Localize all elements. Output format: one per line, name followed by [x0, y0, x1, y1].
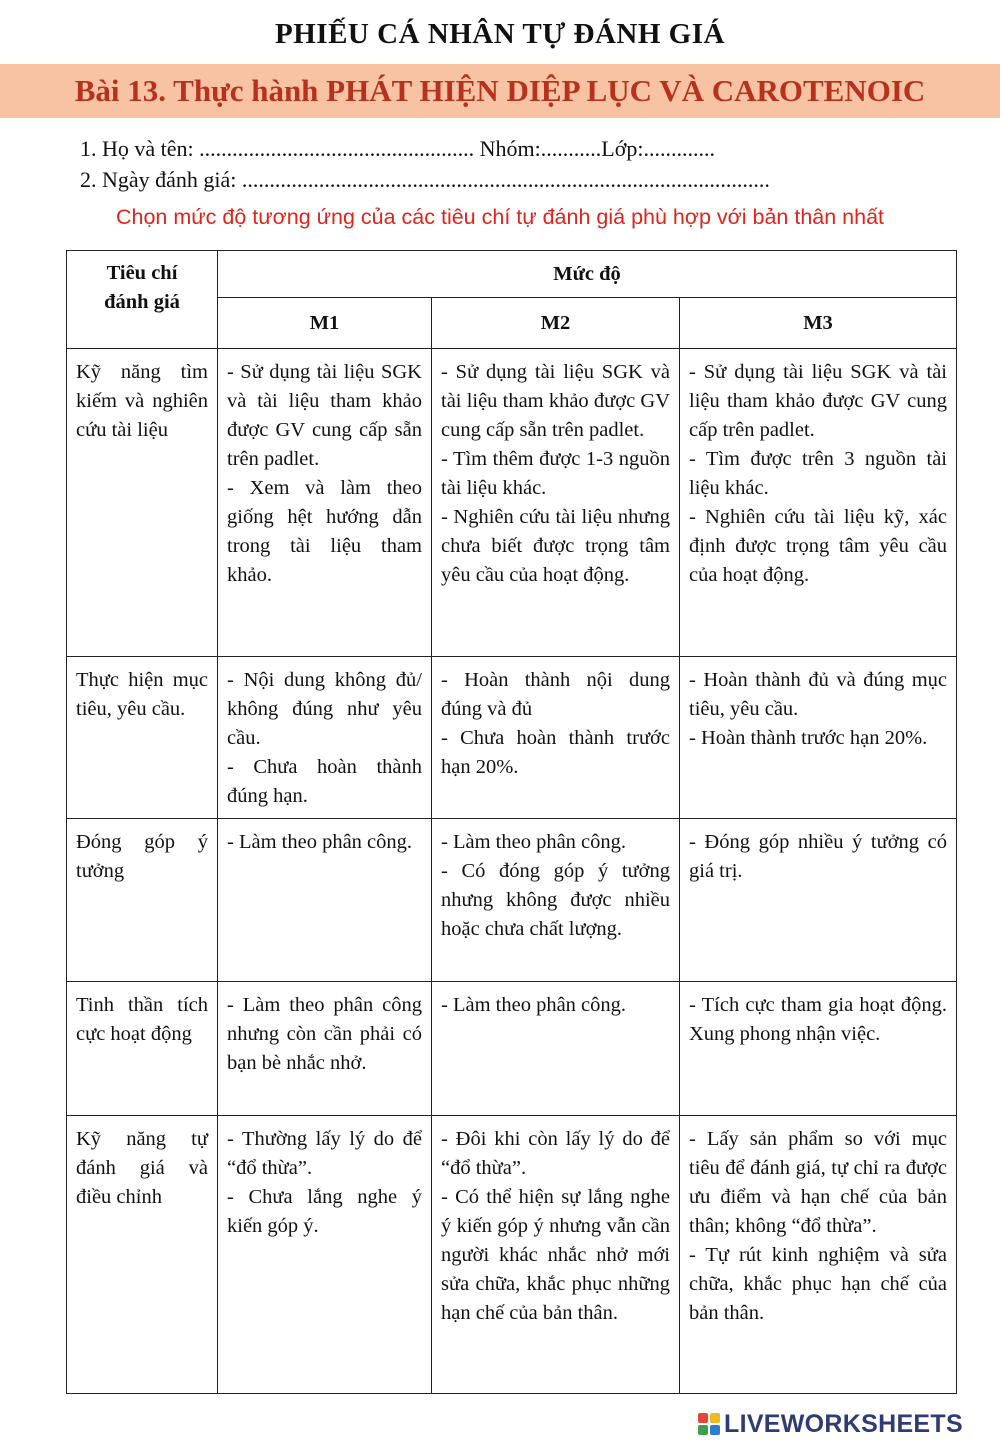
table-row [67, 819, 957, 982]
table-row [67, 657, 957, 819]
m2-cell [432, 349, 680, 657]
logo-square [698, 1425, 708, 1435]
cell-item: - Đôi khi còn lấy lý do để “đổ thừa”. [441, 1128, 670, 1179]
m2-cell [432, 657, 680, 819]
m2-cell [432, 1116, 680, 1394]
cell-item: - Chưa hoàn thành đúng hạn. [227, 756, 422, 807]
cell-item: - Sử dụng tài liệu SGK và tài liệu tham khảo được GV cung cấp sẵn trên padlet. [441, 361, 670, 441]
cell-item: - Hoàn thành đủ và đúng mục tiêu, yêu cầu. [689, 669, 947, 720]
cell-item: - Có thể hiện sự lắng nghe ý kiến góp ý nhưng vẫn cần người khác nhắc nhở mới sửa chữa, khắc phục những hạn chế của bản thân. [441, 1186, 670, 1324]
cell-item: - Làm theo phân công. [441, 994, 627, 1016]
cell-item: - Đóng góp nhiều ý tưởng có giá trị. [689, 831, 947, 882]
m2-cell [432, 982, 680, 1116]
criteria-table [66, 250, 957, 1394]
criterion-cell: Tinh thần tích cực hoạt động [67, 982, 218, 1116]
cell-item: - Hoàn thành nội dung đúng và đủ [441, 669, 670, 720]
m1-cell [218, 657, 432, 819]
m3-cell [680, 819, 957, 982]
m3-cell [680, 657, 957, 819]
logo-square [710, 1413, 720, 1423]
lesson-title: Bài 13. Thực hành PHÁT HIỆN DIỆP LỤC VÀ CAROTENOIC [74, 73, 926, 108]
m1-cell [218, 1116, 432, 1394]
criterion-cell: Thực hiện mục tiêu, yêu cầu. [67, 657, 218, 819]
cell-item: - Làm theo phân công nhưng còn cần phải có bạn bè nhắc nhở. [227, 994, 422, 1074]
logo-square [698, 1413, 708, 1423]
cell-item: - Nghiên cứu tài liệu kỹ, xác định được trọng tâm yêu cầu của hoạt động. [689, 506, 947, 586]
cell-item: - Thường lấy lý do để “đổ thừa”. [227, 1128, 422, 1179]
cell-item: - Tự rút kinh nghiệm và sửa chữa, khắc phục hạn chế của bản thân. [689, 1244, 947, 1324]
cell-item: - Chưa lắng nghe ý kiến góp ý. [227, 1186, 422, 1237]
criterion-cell: Kỹ năng tự đánh giá và điều chỉnh [67, 1116, 218, 1394]
criteria-header-line: Tiêu chí [106, 262, 178, 284]
liveworksheets-logo-icon [698, 1413, 720, 1435]
m2-cell [432, 819, 680, 982]
cell-item: - Tích cực tham gia hoạt động. Xung phong nhận việc. [689, 994, 947, 1045]
table-row [67, 982, 957, 1116]
page-title: PHIẾU CÁ NHÂN TỰ ĐÁNH GIÁ [275, 18, 725, 50]
instruction-text: Chọn mức độ tương ứng của các tiêu chí tự đánh giá phù hợp với bản thân nhất [115, 205, 885, 229]
date-info-line: 2. Ngày đánh giá: ................................................................................................ [80, 167, 770, 192]
student-info-line: 1. Họ và tên: .................................................. Nhóm:...........Lớp:............. [80, 136, 715, 161]
criteria-column-header [67, 251, 218, 349]
criterion-cell: Đóng góp ý tưởng [67, 819, 218, 982]
level-header-m3: M3 [680, 298, 957, 349]
logo-text: LIVEWORKSHEETS [724, 1409, 963, 1438]
m3-cell [680, 982, 957, 1116]
table-row [67, 349, 957, 657]
subtitle-band [0, 64, 1000, 118]
cell-item: - Có đóng góp ý tưởng nhưng không được nhiều hoặc chưa chất lượng. [441, 860, 670, 940]
logo-square [710, 1425, 720, 1435]
criteria-header-line: đánh giá [104, 291, 180, 313]
level-header-m2: M2 [432, 298, 680, 349]
cell-item: - Xem và làm theo giống hệt hướng dẫn trong tài liệu tham khảo. [227, 477, 422, 586]
cell-item: - Tìm được trên 3 nguồn tài liệu khác. [689, 448, 947, 499]
liveworksheets-logo[interactable] [698, 1409, 963, 1439]
level-header-m1: M1 [218, 298, 432, 349]
cell-item: - Chưa hoàn thành trước hạn 20%. [441, 727, 670, 778]
criterion-cell: Kỹ năng tìm kiếm và nghiên cứu tài liệu [67, 349, 218, 657]
cell-item: - Tìm thêm được 1-3 nguồn tài liệu khác. [441, 448, 670, 499]
cell-item: - Hoàn thành trước hạn 20%. [689, 727, 928, 749]
cell-item: - Sử dụng tài liệu SGK và tài liệu tham khảo được GV cung cấp sẵn trên padlet. [227, 361, 422, 470]
level-column-header: Mức độ [218, 251, 957, 298]
cell-item: - Nghiên cứu tài liệu nhưng chưa biết được trọng tâm yêu cầu của hoạt động. [441, 506, 670, 586]
m1-cell [218, 982, 432, 1116]
cell-item: - Nội dung không đủ/ không đúng như yêu cầu. [227, 669, 422, 749]
m1-cell [218, 349, 432, 657]
cell-item: - Lấy sản phẩm so với mục tiêu để đánh giá, tự chỉ ra được ưu điểm và hạn chế của bản thân; không “đổ thừa”. [689, 1128, 947, 1237]
cell-item: - Làm theo phân công. [227, 831, 413, 853]
m3-cell [680, 1116, 957, 1394]
m1-cell [218, 819, 432, 982]
m3-cell [680, 349, 957, 657]
cell-item: - Làm theo phân công. [441, 831, 627, 853]
cell-item: - Sử dụng tài liệu SGK và tài liệu tham khảo được GV cung cấp trên padlet. [689, 361, 947, 441]
table-row [67, 1116, 957, 1394]
